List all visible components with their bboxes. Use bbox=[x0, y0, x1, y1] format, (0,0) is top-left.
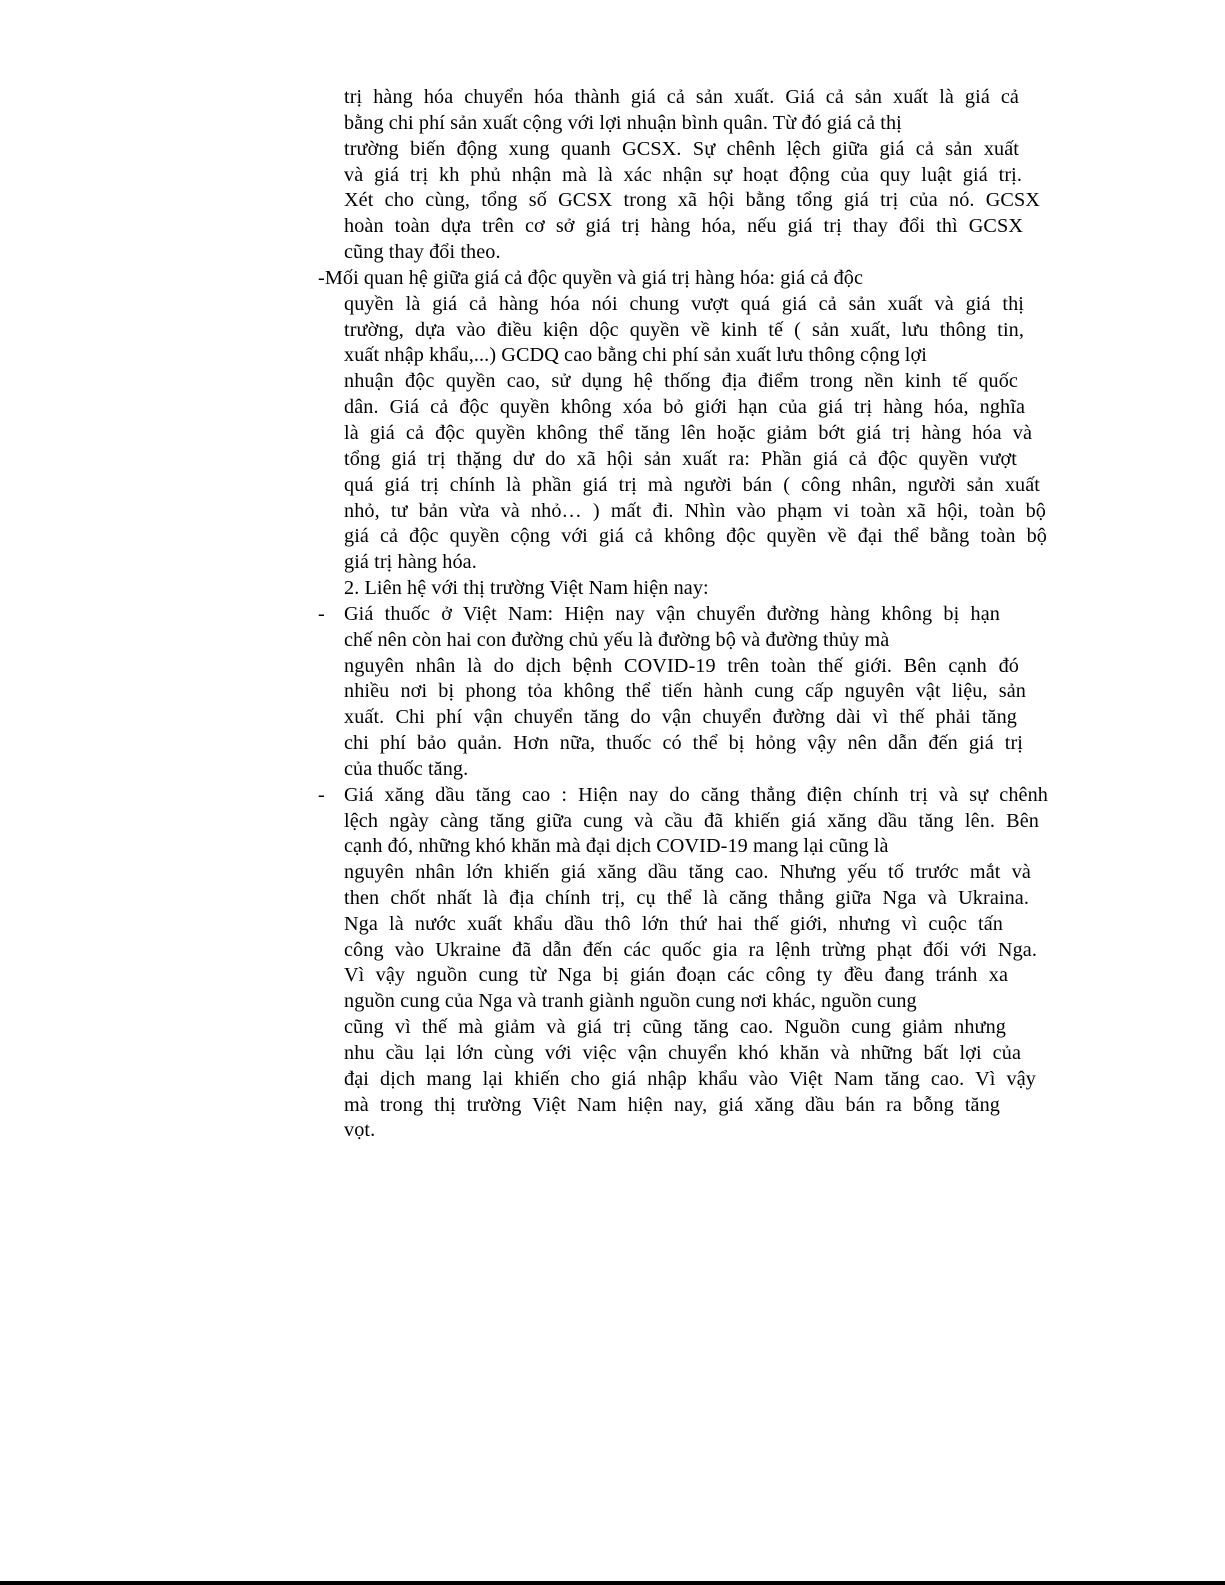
text-line: và giá trị kh phủ nhận mà là xác nhận sự hoạt động của quy luật giá trị. bbox=[344, 164, 1022, 186]
text-line: nguyên nhân là do dịch bệnh COVID-19 trên toàn thế giới. Bên cạnh đó bbox=[344, 655, 1019, 677]
page-bottom-border bbox=[0, 1581, 1225, 1585]
text-line: vọt. bbox=[344, 1119, 376, 1141]
text-line: nhỏ, tư bản vừa và nhỏ… ) mất đi. Nhìn vào phạm vi toàn xã hội, toàn bộ bbox=[344, 500, 1046, 522]
bullet-dash: - bbox=[318, 603, 325, 625]
text-line: công vào Ukraine đã dẫn đến các quốc gia ra lệnh trừng phạt đối với Nga. bbox=[344, 939, 1037, 961]
text-line: chế nên còn hai con đường chủ yếu là đường bộ và đường thủy mà bbox=[344, 629, 890, 651]
text-line: xuất nhập khẩu,...) GCDQ cao bằng chi phí sản xuất lưu thông cộng lợi bbox=[344, 344, 928, 366]
text-line: giá cả độc quyền cộng với giá cả không độc quyền về đại thể bằng toàn bộ bbox=[344, 525, 1047, 547]
text-line: bằng chi phí sản xuất cộng với lợi nhuận bình quân. Từ đó giá cả thị bbox=[344, 112, 902, 134]
text-line: nguồn cung của Nga và tranh giành nguồn cung nơi khác, nguồn cung bbox=[344, 990, 917, 1012]
text-line: Giá xăng dầu tăng cao : Hiện nay do căng thẳng điện chính trị và sự chênh bbox=[344, 784, 1048, 806]
text-line: của thuốc tăng. bbox=[344, 758, 469, 780]
text-line: quá giá trị chính là phần giá trị mà người bán ( công nhân, người sản xuất bbox=[344, 474, 1040, 496]
text-line: giá trị hàng hóa. bbox=[344, 551, 477, 573]
text-line: tổng giá trị thặng dư do xã hội sản xuất ra: Phần giá cả độc quyền vượt bbox=[344, 448, 1017, 470]
section-heading: 2. Liên hệ với thị trường Việt Nam hiện nay: bbox=[344, 577, 709, 599]
text-line: then chốt nhất là địa chính trị, cụ thể là căng thẳng giữa Nga và Ukraina. bbox=[344, 887, 1029, 909]
bullet-dash: - bbox=[318, 784, 325, 806]
text-line: trường, dựa vào điều kiện dộc quyền về kinh tế ( sản xuất, lưu thông tin, bbox=[344, 319, 1024, 341]
text-line: xuất. Chi phí vận chuyển tăng do vận chuyển đường dài vì thế phải tăng bbox=[344, 706, 1017, 728]
text-line: Nga là nước xuất khẩu dầu thô lớn thứ hai thế giới, nhưng vì cuộc tấn bbox=[344, 913, 1003, 935]
text-line: quyền là giá cả hàng hóa nói chung vượt quá giá cả sản xuất và giá thị bbox=[344, 293, 1024, 315]
text-line: nhu cầu lại lớn cùng với việc vận chuyển khó khăn và những bất lợi của bbox=[344, 1042, 1021, 1064]
text-line: Xét cho cùng, tổng số GCSX trong xã hội bằng tổng giá trị của nó. GCSX bbox=[344, 189, 1040, 211]
text-line: là giá cả độc quyền không thể tăng lên hoặc giảm bớt giá trị hàng hóa và bbox=[344, 422, 1032, 444]
text-line: dân. Giá cả độc quyền không xóa bỏ giới hạn của giá trị hàng hóa, nghĩa bbox=[344, 396, 1025, 418]
text-line: cũng vì thế mà giảm và giá trị cũng tăng cao. Nguồn cung giảm nhưng bbox=[344, 1016, 1006, 1038]
text-line: nhuận độc quyền cao, sử dụng hệ thống địa điểm trong nền kinh tế quốc bbox=[344, 370, 1018, 392]
text-line: cũng thay đổi theo. bbox=[344, 241, 501, 263]
text-line: trị hàng hóa chuyển hóa thành giá cả sản xuất. Giá cả sản xuất là giá cả bbox=[344, 86, 1019, 108]
text-line: nguyên nhân lớn khiến giá xăng dầu tăng cao. Nhưng yếu tố trước mắt và bbox=[344, 861, 1031, 883]
text-line: -Mối quan hệ giữa giá cả độc quyền và giá trị hàng hóa: giá cả độc bbox=[318, 267, 864, 289]
text-line: Vì vậy nguồn cung từ Nga bị gián đoạn các công ty đều đang tránh xa bbox=[344, 964, 1008, 986]
text-line: đại dịch mang lại khiến cho giá nhập khẩu vào Việt Nam tăng cao. Vì vậy bbox=[344, 1068, 1036, 1090]
text-line: Giá thuốc ở Việt Nam: Hiện nay vận chuyển đường hàng không bị hạn bbox=[344, 603, 1000, 625]
text-line: mà trong thị trường Việt Nam hiện nay, giá xăng dầu bán ra bỗng tăng bbox=[344, 1094, 1000, 1116]
text-line: lệch ngày càng tăng giữa cung và cầu đã khiến giá xăng dầu tăng lên. Bên bbox=[344, 810, 1039, 832]
text-line: hoàn toàn dựa trên cơ sở giá trị hàng hóa, nếu giá trị thay đổi thì GCSX bbox=[344, 215, 1023, 237]
text-line: cạnh đó, những khó khăn mà đại dịch COVID-19 mang lại cũng là bbox=[344, 835, 889, 857]
text-line: trường biến động xung quanh GCSX. Sự chênh lệch giữa giá cả sản xuất bbox=[344, 138, 1019, 160]
text-line: chi phí bảo quản. Hơn nữa, thuốc có thể bị hỏng vậy nên dẫn đến giá trị bbox=[344, 732, 1023, 754]
text-line: nhiều nơi bị phong tỏa không thể tiến hành cung cấp nguyên vật liệu, sản bbox=[344, 680, 1026, 702]
